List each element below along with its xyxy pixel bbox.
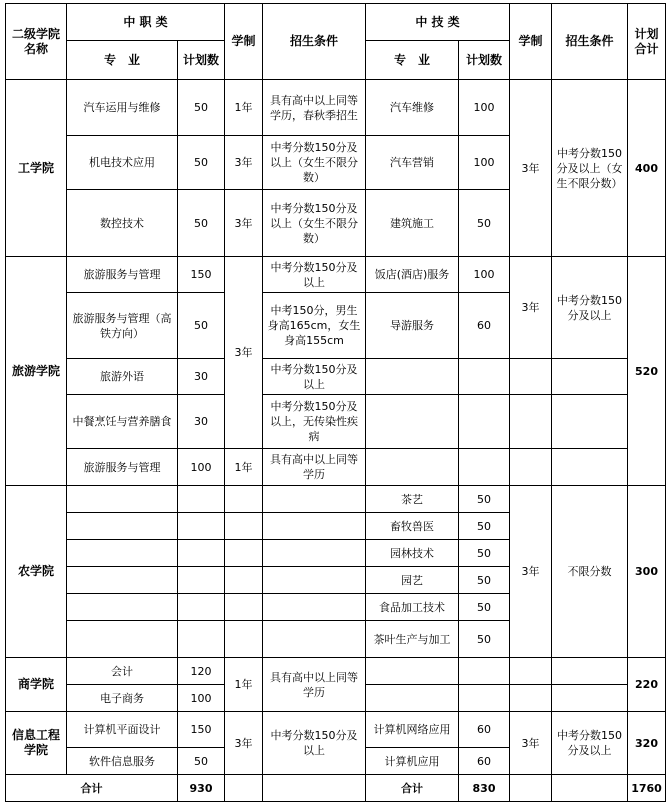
college-name: 信息工程学院 <box>6 712 67 775</box>
zz-major: 软件信息服务 <box>67 748 178 775</box>
zz-condition: 具有高中以上同等学历，春秋季招生 <box>263 80 366 136</box>
empty-cell <box>552 395 628 449</box>
zj-plan: 100 <box>459 80 510 136</box>
zz-plan: 50 <box>178 80 225 136</box>
zj-sum-value: 830 <box>459 775 510 802</box>
empty-cell <box>178 567 225 594</box>
zz-major: 旅游服务与管理 <box>67 257 178 293</box>
empty-cell <box>178 621 225 658</box>
zz-major: 机电技术应用 <box>67 136 178 190</box>
zj-plan: 50 <box>459 567 510 594</box>
empty-cell <box>552 658 628 685</box>
zj-xuezhi: 3年 <box>510 80 552 257</box>
empty-cell <box>67 621 178 658</box>
zj-plan: 60 <box>459 712 510 748</box>
college-name: 商学院 <box>6 658 67 712</box>
zj-condition: 中考分数150分及以上（女生不限分数） <box>552 80 628 257</box>
zz-sum-value: 930 <box>178 775 225 802</box>
empty-cell <box>366 449 459 486</box>
header-row-1 <box>6 4 666 41</box>
zj-major: 园林技术 <box>366 540 459 567</box>
zj-plan: 100 <box>459 257 510 293</box>
enrollment-plan-sheet <box>5 3 666 802</box>
empty-cell <box>67 594 178 621</box>
empty-cell <box>459 395 510 449</box>
empty-cell <box>552 449 628 486</box>
zz-plan: 150 <box>178 712 225 748</box>
zj-major: 园艺 <box>366 567 459 594</box>
empty-cell <box>178 540 225 567</box>
empty-cell <box>225 486 263 513</box>
zj-major: 饭店(酒店)服务 <box>366 257 459 293</box>
zz-condition: 中考分数150分及以上，无传染性疾病 <box>263 395 366 449</box>
empty-cell <box>366 359 459 395</box>
empty-cell <box>366 395 459 449</box>
empty-cell <box>459 359 510 395</box>
zz-major: 中餐烹饪与营养膳食 <box>67 395 178 449</box>
empty-cell <box>225 594 263 621</box>
zj-plan: 50 <box>459 190 510 257</box>
zj-plan: 60 <box>459 748 510 775</box>
zj-major-header: 专 业 <box>366 41 459 80</box>
zj-major: 食品加工技术 <box>366 594 459 621</box>
zz-xuezhi: 3年 <box>225 257 263 449</box>
zz-xuezhi: 1年 <box>225 80 263 136</box>
empty-cell <box>67 513 178 540</box>
empty-cell <box>67 486 178 513</box>
zj-major: 汽车维修 <box>366 80 459 136</box>
zz-xuezhi: 3年 <box>225 136 263 190</box>
college-total: 220 <box>628 658 666 712</box>
empty-cell <box>552 685 628 712</box>
empty-cell <box>225 621 263 658</box>
plan-total-header: 计划合计 <box>628 4 666 80</box>
empty-cell <box>263 567 366 594</box>
empty-cell <box>263 486 366 513</box>
zj-xuezhi-header: 学制 <box>510 4 552 80</box>
zz-plan-header: 计划数 <box>178 41 225 80</box>
college-name: 农学院 <box>6 486 67 658</box>
zz-plan: 120 <box>178 658 225 685</box>
table-row <box>6 80 666 136</box>
college-total: 320 <box>628 712 666 775</box>
empty-cell <box>263 775 366 802</box>
zj-plan: 60 <box>459 293 510 359</box>
zj-major: 导游服务 <box>366 293 459 359</box>
zj-condition: 不限分数 <box>552 486 628 658</box>
zj-plan: 50 <box>459 594 510 621</box>
zj-major: 畜牧兽医 <box>366 513 459 540</box>
empty-cell <box>510 775 552 802</box>
zz-plan: 50 <box>178 136 225 190</box>
zz-plan: 50 <box>178 293 225 359</box>
zhongji-header: 中 技 类 <box>366 4 510 41</box>
table-row <box>6 658 666 685</box>
zz-condition: 中考分数150分及以上（女生不限分数） <box>263 190 366 257</box>
empty-cell <box>510 359 552 395</box>
empty-cell <box>366 685 459 712</box>
zz-major: 汽车运用与维修 <box>67 80 178 136</box>
empty-cell <box>225 540 263 567</box>
empty-cell <box>225 567 263 594</box>
zz-major: 旅游服务与管理（高铁方向） <box>67 293 178 359</box>
zz-xuezhi-header: 学制 <box>225 4 263 80</box>
zj-sum-label: 合计 <box>366 775 459 802</box>
zhongzhi-header: 中 职 类 <box>67 4 225 41</box>
zz-condition: 中考分数150分及以上 <box>263 359 366 395</box>
zj-condition-header: 招生条件 <box>552 4 628 80</box>
zj-major: 茶艺 <box>366 486 459 513</box>
college-total: 400 <box>628 80 666 257</box>
table-row <box>6 486 666 513</box>
zz-condition: 中考150分，男生身高165cm，女生身高155cm <box>263 293 366 359</box>
zj-major: 汽车营销 <box>366 136 459 190</box>
zj-plan: 50 <box>459 540 510 567</box>
zz-major: 旅游外语 <box>67 359 178 395</box>
table-row <box>6 359 666 395</box>
zz-plan: 100 <box>178 449 225 486</box>
empty-cell <box>552 775 628 802</box>
empty-cell <box>366 658 459 685</box>
empty-cell <box>552 359 628 395</box>
zz-xuezhi: 3年 <box>225 190 263 257</box>
zz-condition: 具有高中以上同等学历 <box>263 449 366 486</box>
zj-plan: 50 <box>459 513 510 540</box>
empty-cell <box>263 540 366 567</box>
zz-major: 电子商务 <box>67 685 178 712</box>
zz-condition: 具有高中以上同等学历 <box>263 658 366 712</box>
zj-plan: 50 <box>459 486 510 513</box>
empty-cell <box>263 513 366 540</box>
zz-plan: 30 <box>178 395 225 449</box>
empty-cell <box>263 621 366 658</box>
zz-condition-header: 招生条件 <box>263 4 366 80</box>
table-row <box>6 395 666 449</box>
empty-cell <box>225 775 263 802</box>
college-total: 300 <box>628 486 666 658</box>
totals-row <box>6 775 666 802</box>
zj-major: 建筑施工 <box>366 190 459 257</box>
empty-cell <box>510 685 552 712</box>
zz-plan: 100 <box>178 685 225 712</box>
empty-cell <box>510 449 552 486</box>
table-row <box>6 257 666 293</box>
empty-cell <box>178 486 225 513</box>
empty-cell <box>178 513 225 540</box>
zj-xuezhi: 3年 <box>510 712 552 775</box>
zz-sum-label: 合计 <box>6 775 178 802</box>
zj-condition: 中考分数150分及以上 <box>552 712 628 775</box>
college-name: 旅游学院 <box>6 257 67 486</box>
zj-condition: 中考分数150分及以上 <box>552 257 628 359</box>
zj-plan-header: 计划数 <box>459 41 510 80</box>
zz-major: 数控技术 <box>67 190 178 257</box>
college-name-header: 二级学院名称 <box>6 4 67 80</box>
zz-condition: 中考分数150分及以上（女生不限分数） <box>263 136 366 190</box>
zz-major: 计算机平面设计 <box>67 712 178 748</box>
empty-cell <box>225 513 263 540</box>
enrollment-plan-table <box>5 3 666 802</box>
empty-cell <box>178 594 225 621</box>
zj-major: 计算机应用 <box>366 748 459 775</box>
college-total: 520 <box>628 257 666 486</box>
empty-cell <box>263 594 366 621</box>
table-row <box>6 712 666 748</box>
zz-major-header: 专 业 <box>67 41 178 80</box>
zz-xuezhi: 1年 <box>225 658 263 712</box>
zz-plan: 30 <box>178 359 225 395</box>
zz-plan: 150 <box>178 257 225 293</box>
zz-plan: 50 <box>178 190 225 257</box>
zz-major: 旅游服务与管理 <box>67 449 178 486</box>
zz-xuezhi: 3年 <box>225 712 263 775</box>
zj-plan: 50 <box>459 621 510 658</box>
grand-total-value: 1760 <box>628 775 666 802</box>
table-row <box>6 449 666 486</box>
zj-major: 计算机网络应用 <box>366 712 459 748</box>
empty-cell <box>459 658 510 685</box>
zj-major: 茶叶生产与加工 <box>366 621 459 658</box>
empty-cell <box>510 395 552 449</box>
empty-cell <box>67 567 178 594</box>
empty-cell <box>67 540 178 567</box>
zz-condition: 中考分数150分及以上 <box>263 712 366 775</box>
empty-cell <box>459 449 510 486</box>
zz-xuezhi: 1年 <box>225 449 263 486</box>
zj-xuezhi: 3年 <box>510 486 552 658</box>
zz-condition: 中考分数150分及以上 <box>263 257 366 293</box>
zj-plan: 100 <box>459 136 510 190</box>
empty-cell <box>510 658 552 685</box>
zj-xuezhi: 3年 <box>510 257 552 359</box>
zz-plan: 50 <box>178 748 225 775</box>
college-name: 工学院 <box>6 80 67 257</box>
empty-cell <box>459 685 510 712</box>
zz-major: 会计 <box>67 658 178 685</box>
